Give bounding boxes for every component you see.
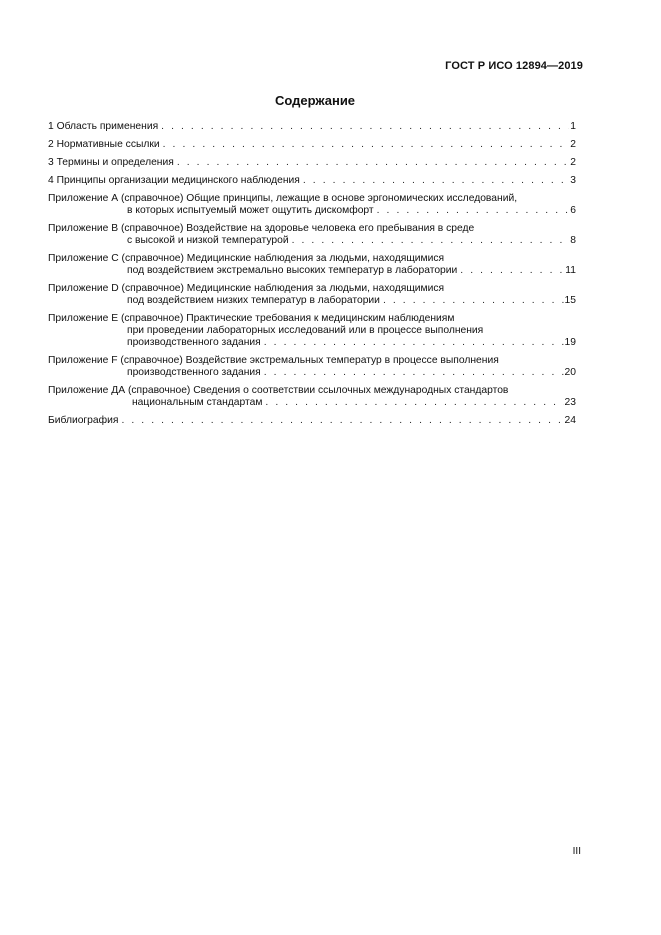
toc-entry-annex-b[interactable] (48, 223, 576, 247)
dot-leader (264, 367, 564, 379)
toc-entry-bibliography[interactable] (48, 415, 576, 427)
dot-leader (377, 205, 570, 217)
toc-entry-page: 6 (570, 205, 576, 216)
dot-leader (264, 337, 564, 349)
dot-leader (163, 139, 570, 151)
toc-entry-page: 23 (564, 397, 576, 408)
toc-entry-3[interactable] (48, 157, 576, 169)
toc-entry-page: 2 (570, 157, 576, 168)
toc-entry-4[interactable] (48, 175, 576, 187)
toc-entry-label: Приложение F (справочное) Воздействие экстремальных температур в процессе выполнения (48, 355, 499, 366)
toc-entry-page: 15 (564, 295, 576, 306)
toc-entry-page: 24 (564, 415, 576, 426)
toc-entry-page: 11 (565, 265, 576, 276)
toc-entry-label: 3 Термины и определения (48, 157, 174, 168)
toc-entry-label: Библиография (48, 415, 119, 426)
toc-title: Содержание (274, 93, 356, 108)
toc-entry-annex-d[interactable] (48, 283, 576, 307)
toc-entry-label: Приложение D (справочное) Медицинские наблюдения за людьми, находящимися (48, 283, 445, 294)
toc-entry-label-cont: при проведении лабораторных исследований или в процессе выполнения (127, 325, 484, 336)
toc-entry-label-cont: национальным стандартам (132, 397, 263, 408)
toc-entry-annex-e[interactable] (48, 313, 576, 349)
dot-leader (460, 265, 564, 277)
dot-leader (265, 397, 563, 409)
toc-entry-label-cont: под воздействием низких температур в лаборатории (127, 295, 380, 306)
toc-entry-label-cont: с высокой и низкой температурой (127, 235, 289, 246)
toc-entry-2[interactable] (48, 139, 576, 151)
toc-entry-label: 1 Область применения (48, 121, 159, 132)
toc-entry-page: 20 (564, 367, 576, 378)
dot-leader (177, 157, 569, 169)
toc-entry-label: 4 Принципы организации медицинского наблюдения (48, 175, 300, 186)
table-of-contents (48, 121, 576, 433)
toc-entry-annex-c[interactable] (48, 253, 576, 277)
toc-entry-page: 3 (570, 175, 576, 186)
toc-entry-label-cont: производственного задания (127, 337, 261, 348)
toc-entry-label: Приложение В (справочное) Воздействие на здоровье человека его пребывания в среде (48, 223, 475, 234)
toc-entry-1[interactable] (48, 121, 576, 133)
toc-entry-label: Приложение А (справочное) Общие принципы, лежащие в основе эргономических исследований, (48, 193, 518, 204)
toc-entry-label-cont: производственного задания (127, 367, 261, 378)
toc-entry-page: 8 (570, 235, 576, 246)
dot-leader (383, 295, 564, 307)
toc-entry-annex-a[interactable] (48, 193, 576, 217)
dot-leader (121, 415, 563, 427)
toc-entry-page: 2 (570, 139, 576, 150)
toc-entry-page: 1 (570, 121, 576, 132)
toc-entry-annex-da[interactable] (48, 385, 576, 409)
dot-leader (161, 121, 569, 133)
dot-leader (303, 175, 569, 187)
toc-entry-label-cont: в которых испытуемый может ощутить дискомфорт (127, 205, 374, 216)
page-number: III (572, 846, 581, 857)
toc-entry-annex-f[interactable] (48, 355, 576, 379)
toc-entry-label: Приложение С (справочное) Медицинские наблюдения за людьми, находящимися (48, 253, 445, 264)
toc-entry-label: Приложение Е (справочное) Практические требования к медицинским наблюдениям (48, 313, 455, 324)
document-code: ГОСТ Р ИСО 12894—2019 (445, 60, 583, 72)
dot-leader (292, 235, 570, 247)
toc-entry-label-cont: под воздействием экстремально высоких температур в лаборатории (127, 265, 458, 276)
toc-entry-label: Приложение ДА (справочное) Сведения о соответствии ссылочных международных стандартов (48, 385, 509, 396)
toc-entry-label: 2 Нормативные ссылки (48, 139, 160, 150)
toc-entry-page: 19 (564, 337, 576, 348)
